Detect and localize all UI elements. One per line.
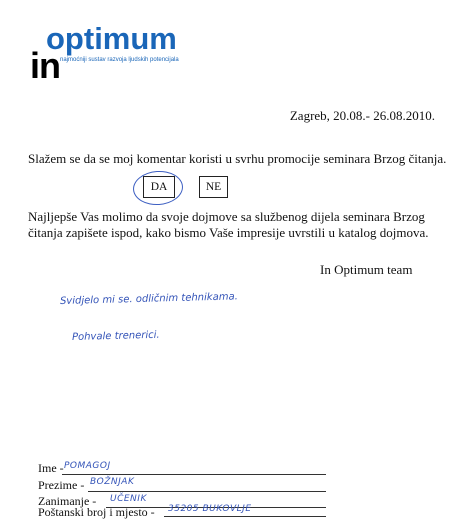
handwritten-comment-line: Svidjelo mi se. odličnim tehnikama. — [59, 291, 238, 307]
handwritten-comment-line: Pohvale trenerici. — [71, 329, 160, 343]
ime-value[interactable]: POMAGOJ — [64, 461, 111, 471]
field-label: Ime - — [38, 461, 64, 475]
optimum-logo — [30, 21, 230, 86]
field-label: Zanimanje - — [38, 494, 97, 508]
zanimanje-value[interactable]: UČENIK — [110, 494, 147, 504]
logo-tagline: najmoćniji sustav razvoja ljudskih potencijala — [60, 57, 179, 63]
intro-text: Najljepše Vas molimo da svoje dojmove sa službenog dijela seminara Brzog čitanja zapišete ispod, kako bismo Vaše impresije uvrstili u katalog dojmova. — [28, 209, 429, 240]
consent-text: Slažem se da se moj komentar koristi u svrhu promocije seminara Brzog čitanja. — [28, 151, 447, 166]
consent-option-ne-label: NE — [205, 181, 222, 193]
selected-option-circle — [132, 169, 184, 206]
date-line: Zagreb, 20.08.- 26.08.2010. — [289, 108, 435, 123]
form-field-postanski-broj — [38, 505, 155, 520]
signature: In Optimum team — [320, 262, 413, 277]
prezime-line — [88, 491, 326, 492]
consent-option-da-label: DA — [150, 181, 168, 193]
form-field-prezime — [38, 478, 84, 493]
logo-prefix: in — [30, 45, 60, 86]
postanski-broj-line — [164, 516, 326, 517]
logo-name: optimum — [46, 21, 177, 56]
form-field-ime — [38, 461, 64, 476]
field-label: Poštanski broj i mjesto - — [38, 505, 155, 519]
field-label: Prezime - — [38, 478, 85, 492]
prezime-value[interactable]: BOŽNJAK — [90, 477, 135, 487]
postanski-broj-value[interactable]: 35205 BUKOVLJE — [168, 504, 252, 514]
ime-line — [62, 474, 326, 475]
consent-option-ne[interactable] — [199, 176, 228, 198]
